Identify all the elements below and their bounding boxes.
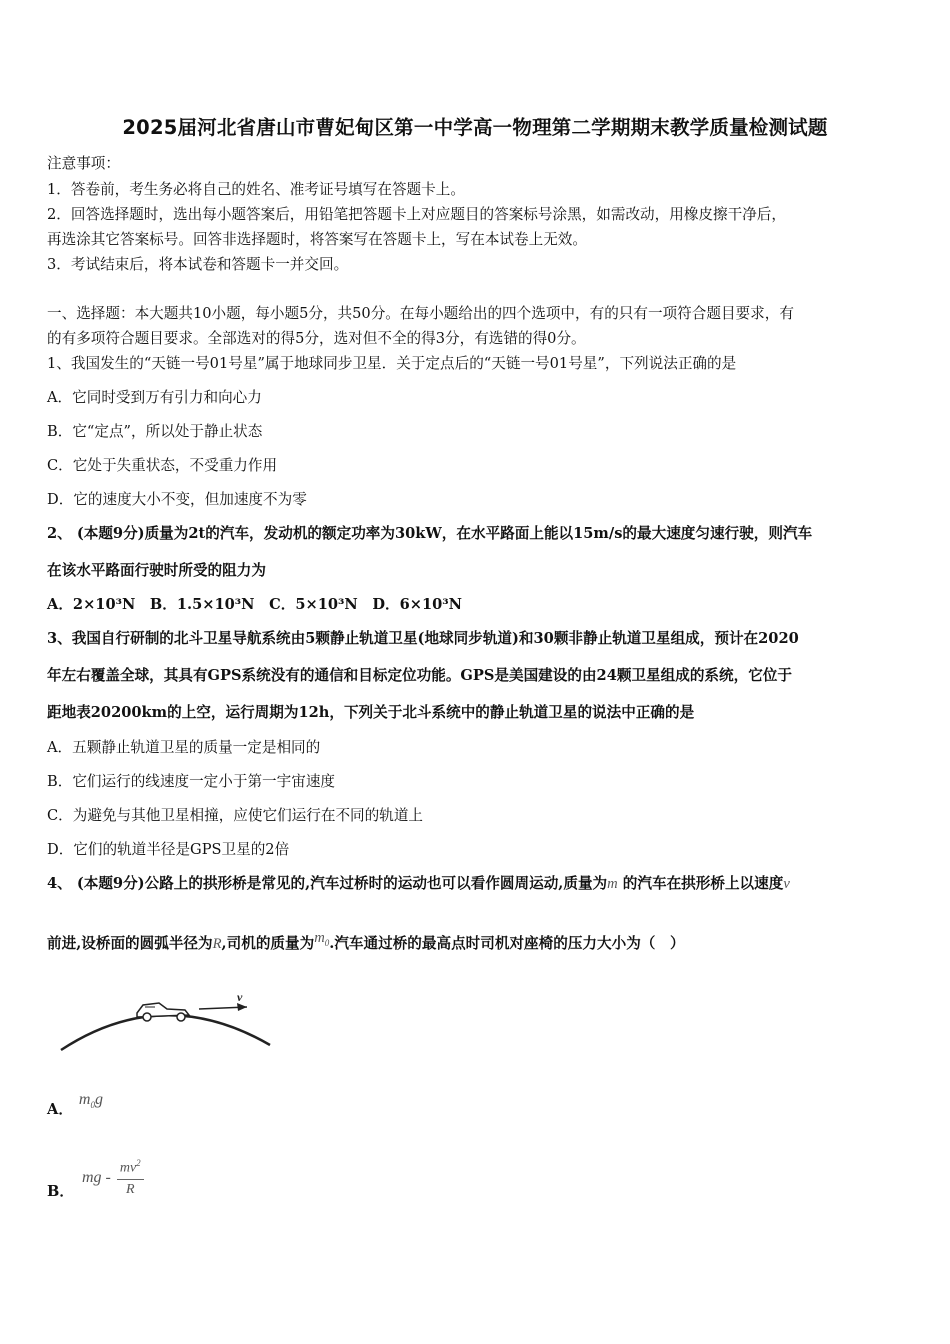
q1-stem: 1、我国发生的“天链一号01号星”属于地球同步卫星．关于定点后的“天链一号01号星”，下列说法正确的是	[47, 355, 737, 372]
q1-option: A．它同时受到万有引力和向心力	[47, 389, 262, 406]
expr-sub: 0	[90, 1100, 95, 1111]
symbol-v: v	[783, 876, 790, 892]
symbol-m0	[314, 930, 329, 946]
bridge-arc	[61, 1015, 270, 1050]
option-b-expression	[81, 1158, 144, 1197]
option-label: A．	[47, 1101, 73, 1118]
q4-stem-text: 的汽车在拱形桥上以速度	[622, 875, 784, 892]
velocity-label: v	[237, 990, 243, 1004]
q3-option: A．五颗静止轨道卫星的质量一定是相同的	[47, 739, 321, 756]
q3-stem: 3、我国自行研制的北斗卫星导航系统由5颗静止轨道卫星(地球同步轨道)和30颗非静止轨道卫星组成，预计在2020	[47, 630, 799, 647]
symbol-R: R	[212, 936, 222, 952]
velocity-arrow	[199, 1003, 247, 1011]
q3-stem: 距地表20200km的上空，运行周期为12h，下列关于北斗系统中的静止轨道卫星的说法中正确的是	[47, 704, 695, 721]
q3-option: B．它们运行的线速度一定小于第一宇宙速度	[47, 773, 336, 790]
notice-item: 2．回答选择题时，选出每小题答案后，用铅笔把答题卡上对应题目的答案标号涂黑，如需改动，用橡皮擦干净后，	[47, 206, 786, 223]
q3-option: C．为避免与其他卫星相撞，应使它们运行在不同的轨道上	[47, 807, 424, 824]
section-intro: 的有多项符合题目要求。全部选对的得5分，选对但不全的得3分，有选错的得0分。	[47, 330, 586, 347]
page-title: 2025届河北省唐山市曹妃甸区第一中学高一物理第二学期期末教学质量检测试题	[122, 116, 828, 139]
symbol-m0-sub: 0	[324, 937, 330, 948]
fraction-numerator	[117, 1158, 144, 1180]
q2-stem: 在该水平路面行驶时所受的阻力为	[47, 562, 266, 579]
expr-mv: mv	[119, 1160, 137, 1176]
q1-option: D．它的速度大小不变，但加速度不为零	[47, 491, 307, 508]
expr-sup: 2	[136, 1158, 141, 1168]
q1-option: C．它处于失重状态，不受重力作用	[47, 457, 278, 474]
q4-stem	[47, 872, 790, 893]
q2-stem: 2、 (本题9分)质量为2t的汽车，发动机的额定功率为30kW，在水平路面上能以15m/s的最大速度匀速行驶，则汽车	[47, 525, 813, 542]
bridge-figure	[55, 985, 285, 1065]
q1-option: B．它“定点”，所以处于静止状态	[47, 423, 263, 440]
expr-mg: mg -	[81, 1168, 111, 1186]
q4-stem-text: 前进,设桥面的圆弧半径为	[47, 935, 213, 952]
notice-item: 3．考试结束后，将本试卷和答题卡一并交回。	[47, 256, 349, 273]
q3-stem: 年左右覆盖全球，其具有GPS系统没有的通信和目标定位功能。GPS是美国建设的由24颗卫星组成的系统，它位于	[47, 667, 792, 684]
option-a-expression	[78, 1091, 103, 1111]
car-icon	[137, 1003, 189, 1021]
expr-g: g	[94, 1091, 103, 1108]
notice-heading: 注意事项：	[47, 155, 120, 172]
fraction-denominator: R	[125, 1181, 135, 1197]
q4-option-a	[47, 1091, 103, 1120]
q4-stem	[47, 932, 685, 954]
q4-stem-text: ,司机的质量为	[221, 935, 315, 952]
notice-item: 1．答卷前，考生务必将自己的姓名、准考证号填写在答题卡上。	[47, 181, 465, 198]
section-intro: 一、选择题：本大题共10小题，每小题5分，共50分。在每小题给出的四个选项中，有的只有一项符合题目要求，有	[47, 305, 794, 322]
q4-stem-text: 4、 (本题9分)公路上的拱形桥是常见的,汽车过桥时的运动也可以看作圆周运动,质量为	[47, 875, 608, 892]
fraction	[117, 1158, 144, 1198]
q4-stem-text: .汽车通过桥的最高点时司机对座椅的压力大小为（ ）	[329, 935, 685, 952]
expr-m: m	[78, 1091, 91, 1108]
q3-option: D．它们的轨道半径是GPS卫星的2倍	[47, 841, 290, 858]
q4-option-b	[47, 1158, 144, 1198]
symbol-m: m	[607, 876, 618, 892]
symbol-m0-base: m	[314, 930, 325, 946]
notice-item: 再选涂其它答案标号。回答非选择题时，将答案写在答题卡上，写在本试卷上无效。	[47, 231, 587, 248]
option-label: B．	[47, 1182, 74, 1200]
q2-options: A．2×10³N B．1.5×10³N C．5×10³N D．6×10³N	[47, 596, 463, 613]
